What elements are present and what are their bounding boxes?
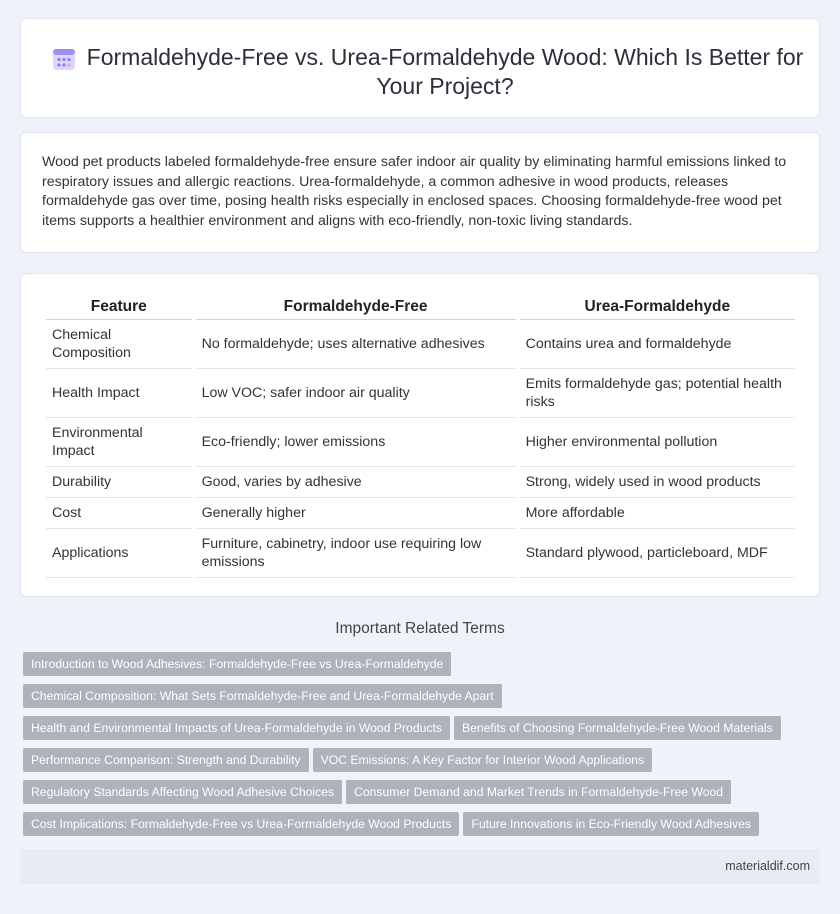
table-cell: Health Impact [46,369,192,418]
table-cell: Strong, widely used in wood products [520,467,795,498]
table-cell: Durability [46,467,192,498]
column-header: Feature [46,296,192,320]
related-terms-list [23,652,820,844]
column-header: Formaldehyde-Free [196,296,516,320]
table-header-row [46,296,795,320]
table-row [46,369,795,418]
table-cell: Applications [46,529,192,578]
table-cell: Good, varies by adhesive [196,467,516,498]
table-cell: Cost [46,498,192,529]
table-cell: Environmental Impact [46,418,192,467]
table-cell: Higher environmental pollution [520,418,795,467]
comparison-table [42,296,799,578]
related-term-tag[interactable]: Cost Implications: Formaldehyde-Free vs Urea-Formaldehyde Wood Products [23,812,459,836]
related-term-tag[interactable]: Health and Environmental Impacts of Urea-Formaldehyde in Wood Products [23,716,450,740]
table-row [46,467,795,498]
page-title: Formaldehyde-Free vs. Urea-Formaldehyde Wood: Which Is Better for Your Project? [86,44,804,99]
related-term-tag[interactable]: Chemical Composition: What Sets Formaldehyde-Free and Urea-Formaldehyde Apart [23,684,502,708]
table-row [46,498,795,529]
related-term-tag[interactable]: Introduction to Wood Adhesives: Formaldehyde-Free vs Urea-Formaldehyde [23,652,451,676]
table-row [46,320,795,369]
table-row [46,529,795,578]
column-header: Urea-Formaldehyde [520,296,795,320]
table-cell: Emits formaldehyde gas; potential health risks [520,369,795,418]
intro-card [20,132,820,253]
related-term-tag[interactable]: Future Innovations in Eco-Friendly Wood Adhesives [463,812,759,836]
table-cell: Low VOC; safer indoor air quality [196,369,516,418]
table-row [46,418,795,467]
table-cell: More affordable [520,498,795,529]
intro-paragraph: Wood pet products labeled formaldehyde-free ensure safer indoor air quality by eliminating harmful emissions linked to respiratory issues and allergic reactions. Urea-formaldehyde, a common adhesive in wood products, releases formaldehyde gas over time, posing health risks especially in enclosed spaces. Choosing formaldehyde-free wood pet items supports a healthier environment and aligns with eco-friendly, non-toxic living standards. [42,154,787,229]
related-term-tag[interactable]: Benefits of Choosing Formaldehyde-Free Wood Materials [454,716,781,740]
table-cell: Contains urea and formaldehyde [520,320,795,369]
footer [20,849,820,884]
table-cell: Generally higher [196,498,516,529]
related-term-tag[interactable]: Regulatory Standards Affecting Wood Adhesive Choices [23,780,342,804]
table-cell: No formaldehyde; uses alternative adhesives [196,320,516,369]
table-cell: Eco-friendly; lower emissions [196,418,516,467]
table-cell: Chemical Composition [46,320,192,369]
comparison-table-card [20,273,820,597]
related-term-tag[interactable]: Consumer Demand and Market Trends in Formaldehyde-Free Wood [346,780,731,804]
table-cell: Furniture, cabinetry, indoor use requiring low emissions [196,529,516,578]
footer-site-link[interactable]: materialdif.com [725,859,810,873]
table-cell: Standard plywood, particleboard, MDF [520,529,795,578]
related-terms-heading: Important Related Terms [335,620,505,637]
related-term-tag[interactable]: VOC Emissions: A Key Factor for Interior Wood Applications [313,748,653,772]
related-term-tag[interactable]: Performance Comparison: Strength and Durability [23,748,309,772]
title-card [20,18,820,118]
